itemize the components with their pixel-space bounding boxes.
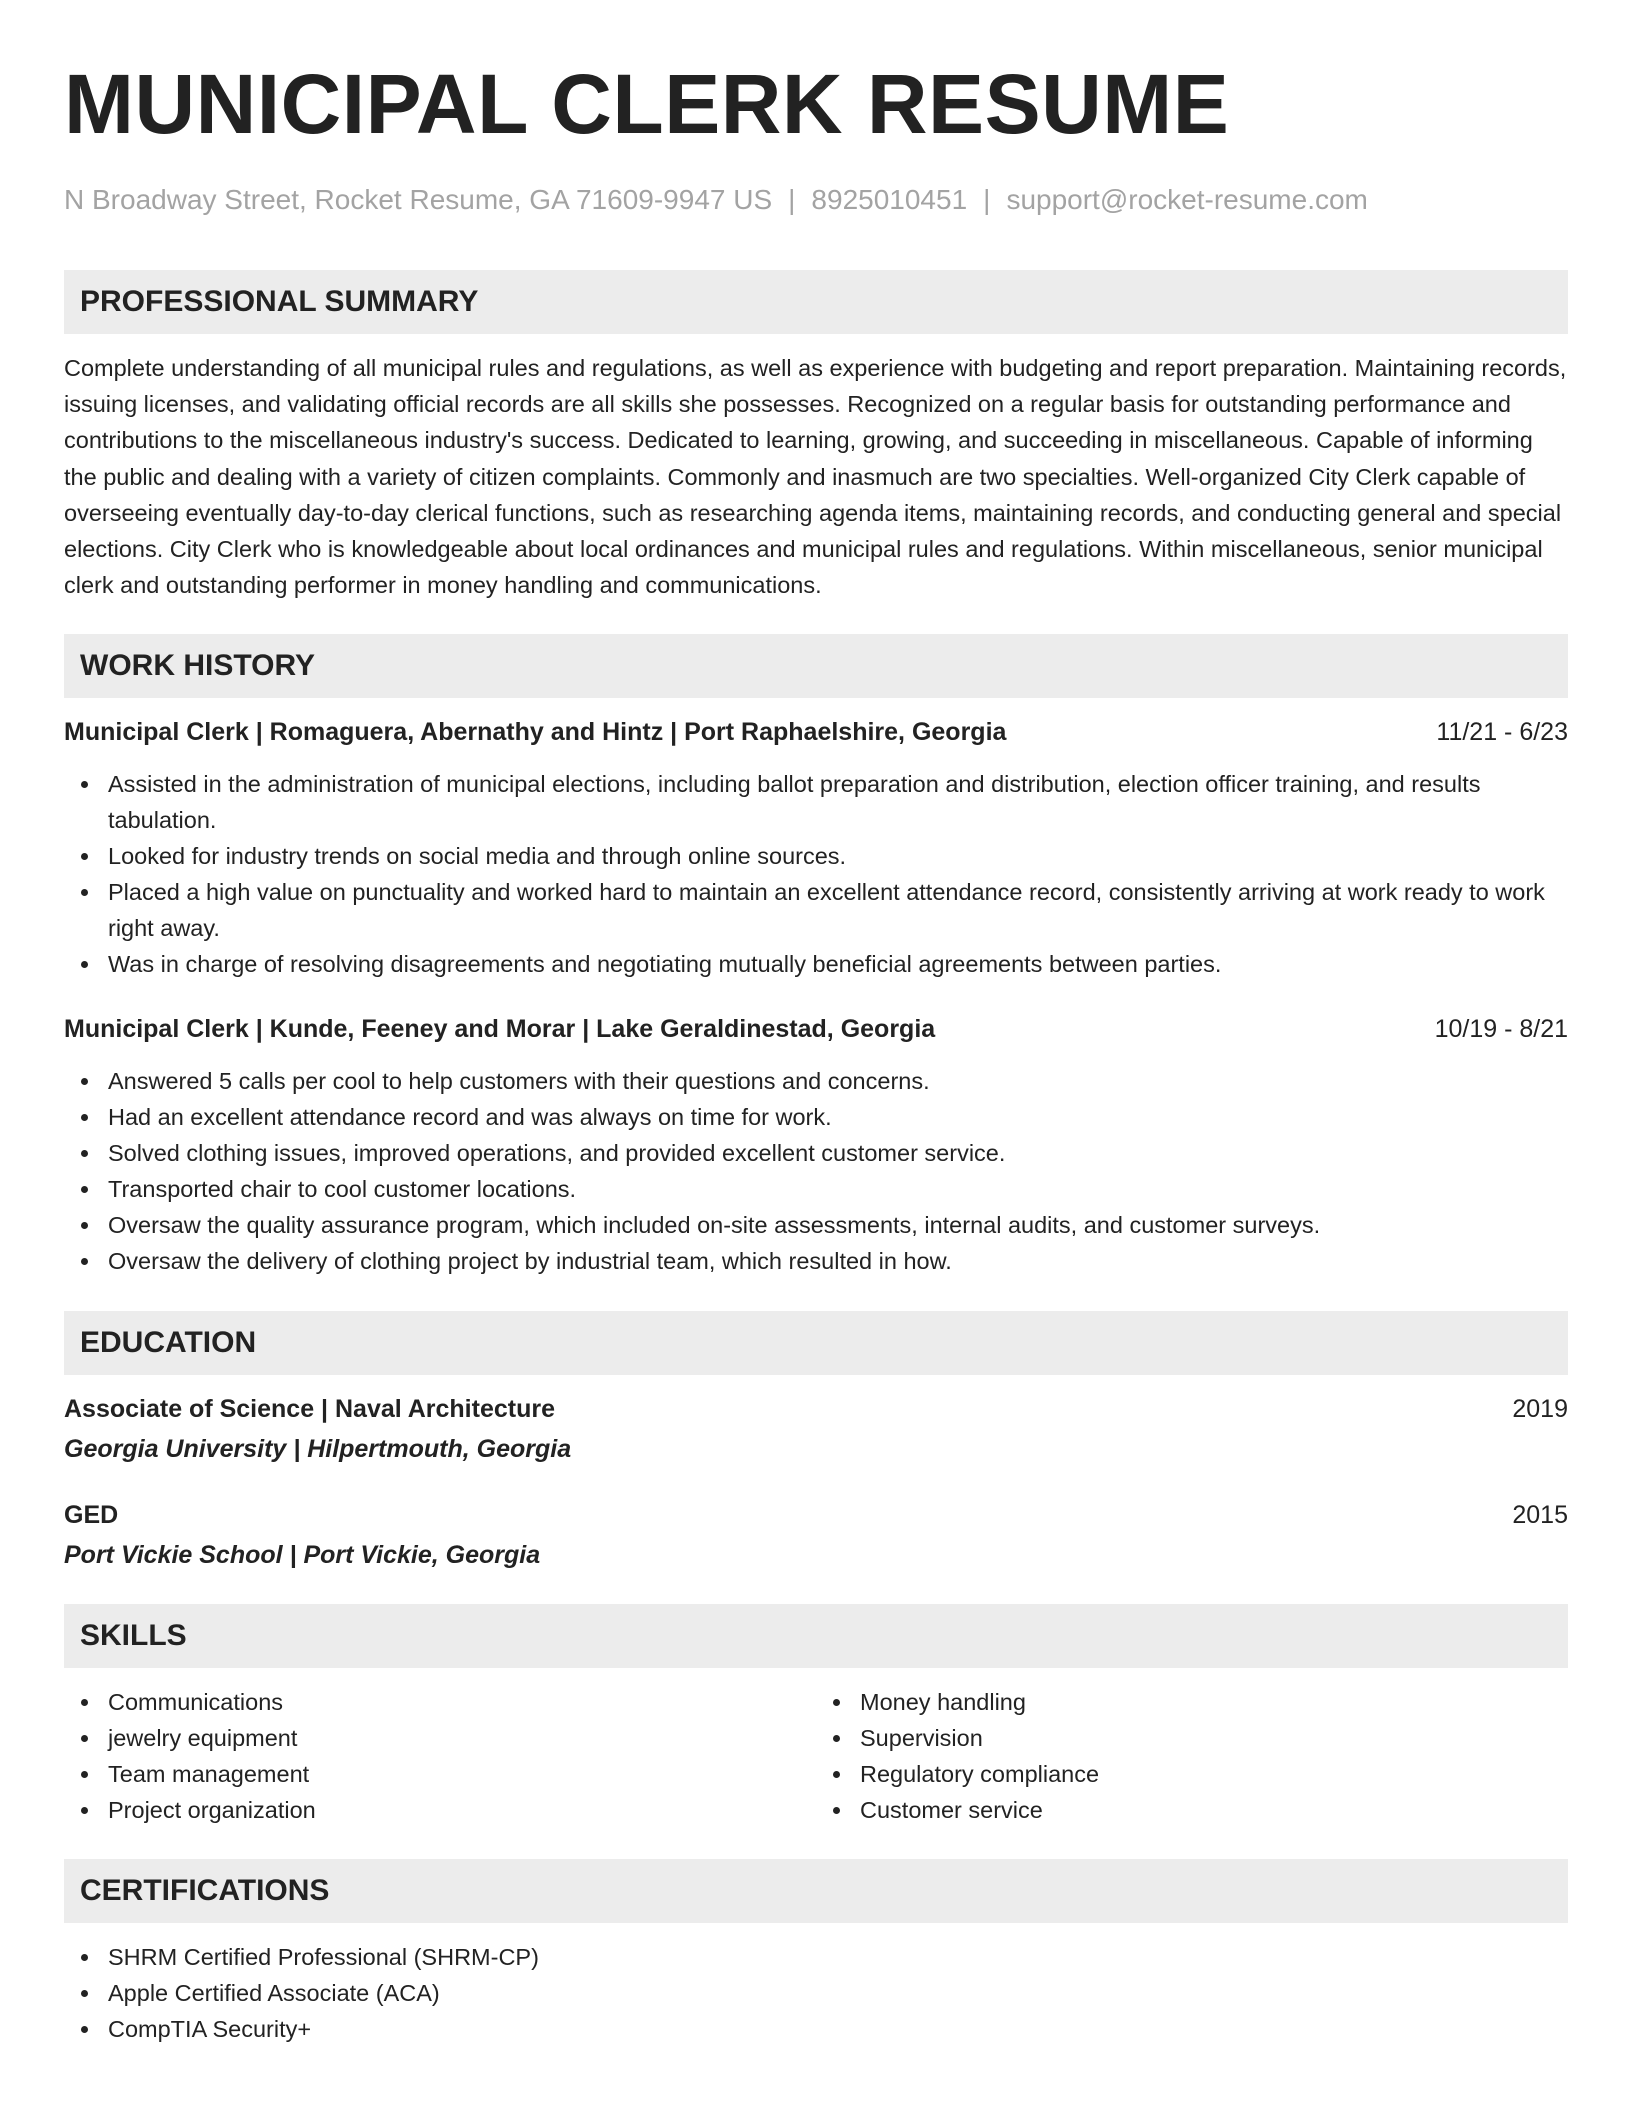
skill-item: Communications xyxy=(64,1684,816,1720)
section-heading-summary: PROFESSIONAL SUMMARY xyxy=(64,270,1568,334)
certifications-list xyxy=(64,1939,1568,2047)
job-dates: 11/21 - 6/23 xyxy=(1436,718,1568,747)
job-bullet: Oversaw the quality assurance program, which included on-site assessments, internal audits, and customer surveys. xyxy=(64,1207,1568,1243)
education-degree: GED xyxy=(64,1501,119,1530)
education-school: Georgia University | Hilpertmouth, Georgia xyxy=(64,1435,572,1464)
section-heading-education: EDUCATION xyxy=(64,1311,1568,1375)
job-bullet: Solved clothing issues, improved operations, and provided excellent customer service. xyxy=(64,1135,1568,1171)
contact-email: support@rocket-resume.com xyxy=(1006,184,1368,215)
education-entry xyxy=(64,1391,1568,1467)
education-header xyxy=(64,1391,1568,1427)
job-bullet: Transported chair to cool customer locations. xyxy=(64,1171,1568,1207)
job-bullets xyxy=(64,766,1568,982)
job-bullet: Assisted in the administration of municipal elections, including ballot preparation and distribution, election officer training, and results tabulation. xyxy=(64,766,1568,838)
job-dates: 10/19 - 8/21 xyxy=(1434,1015,1568,1044)
skill-item: Customer service xyxy=(816,1792,1568,1828)
skill-item: jewelry equipment xyxy=(64,1720,816,1756)
job-bullet: Had an excellent attendance record and was always on time for work. xyxy=(64,1099,1568,1135)
skills-list xyxy=(816,1684,1568,1828)
job-entry xyxy=(64,1011,1568,1279)
section-heading-certifications: CERTIFICATIONS xyxy=(64,1859,1568,1923)
contact-address: N Broadway Street, Rocket Resume, GA 71609-9947 US xyxy=(64,184,773,215)
job-title: Municipal Clerk | Kunde, Feeney and Morar | Lake Geraldinestad, Georgia xyxy=(64,1015,936,1044)
skills-column-right xyxy=(816,1684,1568,1828)
education-year: 2015 xyxy=(1512,1501,1568,1530)
job-bullets xyxy=(64,1063,1568,1279)
skill-item: Project organization xyxy=(64,1792,816,1828)
summary-text: Complete understanding of all municipal rules and regulations, as well as experience with budgeting and report preparation. Maintaining records, issuing licenses, and validating official records are all skills she possesses. Recognized on a regular basis for outstanding performance and contributions to the miscellaneous industry's success. Dedicated to learning, growing, and succeeding in miscellaneous. Capable of informing the public and dealing with a variety of citizen complaints. Commonly and inasmuch are two specialties. Well-organized City Clerk capable of overseeing eventually day-to-day clerical functions, such as researching agenda items, maintaining records, and conducting general and special elections. City Clerk who is knowledgeable about local ordinances and municipal rules and regulations. Within miscellaneous, senior municipal clerk and outstanding performer in money handling and communications. xyxy=(64,355,1567,599)
section-heading-work-history: WORK HISTORY xyxy=(64,634,1568,698)
skills-column-left xyxy=(64,1684,816,1828)
job-bullet: Looked for industry trends on social media and through online sources. xyxy=(64,838,1568,874)
education-year: 2019 xyxy=(1512,1395,1568,1424)
education-degree: Associate of Science | Naval Architecture xyxy=(64,1395,555,1424)
certification-item: CompTIA Security+ xyxy=(64,2011,1568,2047)
job-header xyxy=(64,714,1568,750)
section-heading-skills: SKILLS xyxy=(64,1604,1568,1668)
contact-separator: | xyxy=(983,184,991,215)
certification-item: Apple Certified Associate (ACA) xyxy=(64,1975,1568,2011)
skill-item: Team management xyxy=(64,1756,816,1792)
job-bullet: Was in charge of resolving disagreements and negotiating mutually beneficial agreements between parties. xyxy=(64,946,1568,982)
education-header xyxy=(64,1497,1568,1533)
skill-item: Regulatory compliance xyxy=(816,1756,1568,1792)
education-entry xyxy=(64,1497,1568,1573)
job-bullet: Answered 5 calls per cool to help customers with their questions and concerns. xyxy=(64,1063,1568,1099)
skills-columns xyxy=(64,1684,1568,1828)
contact-separator: | xyxy=(788,184,796,215)
job-title: Municipal Clerk | Romaguera, Abernathy and Hintz | Port Raphaelshire, Georgia xyxy=(64,718,1007,747)
contact-phone: 8925010451 xyxy=(811,184,968,215)
skill-item: Supervision xyxy=(816,1720,1568,1756)
skills-list xyxy=(64,1684,816,1828)
education-school: Port Vickie School | Port Vickie, Georgia xyxy=(64,1541,541,1570)
job-bullet: Placed a high value on punctuality and worked hard to maintain an excellent attendance record, consistently arriving at work ready to work right away. xyxy=(64,874,1568,946)
job-bullet: Oversaw the delivery of clothing project by industrial team, which resulted in how. xyxy=(64,1243,1568,1279)
contact-line xyxy=(64,180,1568,220)
certification-item: SHRM Certified Professional (SHRM-CP) xyxy=(64,1939,1568,1975)
skill-item: Money handling xyxy=(816,1684,1568,1720)
resume-title: MUNICIPAL CLERK RESUME xyxy=(64,57,1230,151)
job-header xyxy=(64,1011,1568,1047)
job-entry xyxy=(64,714,1568,982)
